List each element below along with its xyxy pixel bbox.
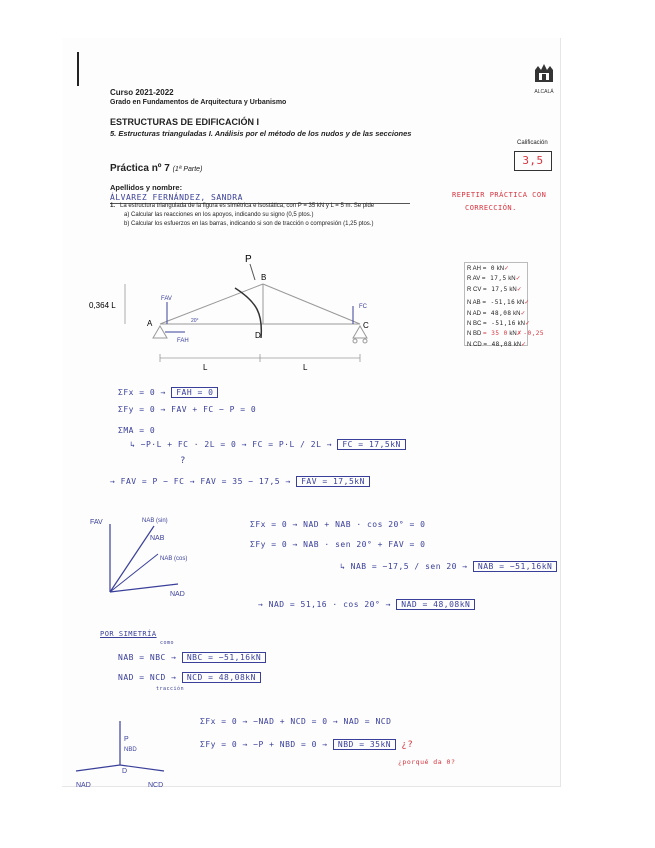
label-fav: FAV (161, 296, 172, 302)
university-logo (532, 62, 556, 95)
eq-nad: → NAD = 51,16 · cos 20° → NAD = 48,08kN (258, 600, 475, 609)
result-row: N AD = 48,08 kN✓ (467, 309, 526, 317)
label-span-2: L (303, 363, 308, 372)
axis-nad (110, 584, 178, 592)
teacher-note-1: REPETIR PRÁCTICA CON (452, 191, 547, 199)
label-nab-sin: NAB (sin) (142, 518, 168, 524)
question-mark: ? (180, 456, 186, 466)
result-row: N CD = 48,08 kN✓ (467, 340, 527, 348)
eq-d-fy: ΣFy = 0 → −P + NBD = 0 → NBD = 35kN ¿? (200, 740, 414, 750)
eq-sum-fx: ΣFx = 0 → FAH = 0 (118, 388, 218, 397)
load-p (250, 264, 255, 280)
label-d-nbd: NBD (124, 747, 137, 753)
label-p: P (245, 254, 252, 265)
label-nab-cos: NAB (cos) (160, 556, 188, 562)
eq-fc: ↳ −P·L + FC · 2L = 0 → FC = P·L / 2L → FC = 17,5kN (130, 440, 406, 449)
label-d-ncd: NCD (148, 782, 164, 789)
label-d-nad: NAD (76, 782, 91, 789)
practice-number: Práctica nº 7 (110, 163, 170, 174)
label-span-1: L (203, 363, 208, 372)
margin-mark (77, 52, 79, 86)
eq-sum-fy: ΣFy = 0 → FAV + FC − P = 0 (118, 405, 257, 414)
question-marks: ¿? (401, 740, 414, 750)
eq-nab: ↳ NAB = −17,5 / sen 20 → NAB = −51,16kN (340, 562, 557, 571)
practice-title (110, 163, 202, 174)
roller-right (363, 339, 367, 343)
results-list (467, 264, 544, 350)
name-label: Apellidos y nombre: (110, 183, 183, 192)
symmetry-title: POR SIMETRÍA (100, 630, 157, 638)
grade-label: Calificación (517, 140, 548, 146)
result-row: R CV = 17,5 kN✓ (467, 285, 522, 293)
label-a: A (147, 319, 153, 328)
bar-ab (160, 284, 263, 324)
statement-number: 1. (110, 203, 116, 209)
result-row: N BD = 35 0 kN✗ -0,25 (467, 330, 544, 338)
eq-fav: → FAV = P − FC → FAV = 35 − 17,5 → FAV = 17,5kN (110, 477, 370, 486)
subject-title: ESTRUCTURAS DE EDIFICACIÓN I (110, 117, 260, 127)
eq-node-fx: ΣFx = 0 → NAD + NAB · cos 20° = 0 (250, 520, 426, 529)
label-node-nad: NAD (170, 591, 185, 598)
label-fah: FAH (177, 338, 189, 344)
label-nab: NAB (150, 535, 165, 542)
roller-left (353, 339, 357, 343)
result-row: N AB = -51,16 kN✓ (467, 299, 530, 307)
result-row: R AH = 0 kN✓ (467, 265, 510, 272)
teacher-question: ¿porqué da 0? (398, 758, 456, 766)
crest-icon (532, 62, 556, 84)
topic: 5. Estructuras trianguladas I. Análisis por el método de los nudos y de las secciones (110, 129, 412, 138)
university-name: ALCALÁ (534, 89, 554, 95)
label-d: D (255, 331, 261, 340)
node-a-sketch (88, 512, 198, 607)
eq-sum-ma: ΣMA = 0 (118, 426, 156, 435)
statement-text: La estructura triangulada de la figura es simétrica e isostática, con P = 35 kN y L = 5 m. Se pide (120, 203, 375, 209)
question-a: a) Calcular las reacciones en los apoyos, indicando su signo (0,5 ptos.) (124, 212, 314, 218)
practice-part: (1ª Parte) (172, 166, 203, 173)
eq-node-fy: ΣFy = 0 → NAB · sen 20° + FAV = 0 (250, 540, 426, 549)
label-height: 0,364 L (89, 301, 116, 310)
symmetry-eq-2: NAD = NCD → NCD = 48,08kN (118, 673, 261, 682)
teacher-note-2: CORRECCIÓN. (465, 204, 517, 212)
label-d-p: P (124, 736, 129, 743)
grade-box: 3,5 (514, 151, 552, 171)
question-b: b) Calcular los esfuerzos en las barras, indicando si son de tracción o compresión (1,25 ptos.) (124, 221, 374, 227)
course-year: Curso 2021-2022 (110, 88, 174, 97)
support-a (153, 326, 167, 338)
vector-nab-cos (110, 554, 158, 592)
student-name: ÁLVAREZ FERNÁNDEZ, SANDRA (110, 193, 243, 202)
symmetry-sub-1: como (160, 640, 175, 646)
truss-figure (85, 250, 385, 375)
bar-bc (263, 284, 360, 324)
eq-d-fx: ΣFx = 0 → −NAD + NCD = 0 → NAD = NCD (200, 717, 392, 726)
label-c: C (363, 321, 369, 330)
label-d-node: D (122, 768, 128, 775)
label-node-fav: FAV (90, 519, 103, 526)
symmetry-eq-1: NAB = NBC → NBC = −51,16kN (118, 653, 266, 662)
label-angle: 20° (191, 318, 199, 324)
result-row: R AV = 17,5 kN✓ (467, 275, 521, 283)
vector-nab (110, 526, 154, 592)
result-row: N BC = -51,16 kN✓ (467, 320, 530, 328)
symmetry-sub-2: tracción (156, 686, 185, 692)
node-d-sketch (70, 715, 170, 795)
label-b: B (261, 273, 267, 282)
degree: Grado en Fundamentos de Arquitectura y Urbanismo (110, 99, 287, 106)
axis-nad-d (76, 765, 120, 771)
label-fc: FC (359, 304, 367, 310)
